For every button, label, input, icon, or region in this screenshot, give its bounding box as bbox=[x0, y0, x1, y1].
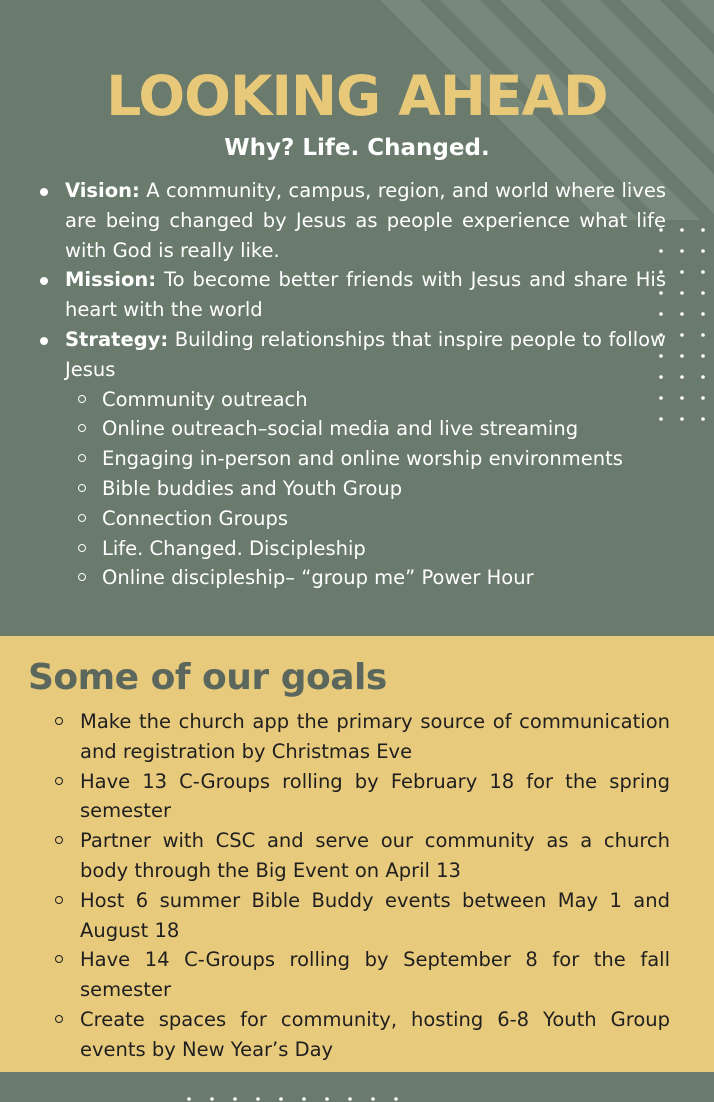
strategy-item: Online outreach–social media and live streaming bbox=[40, 414, 666, 444]
mission-text: To become better friends with Jesus and share His heart with the world bbox=[65, 268, 666, 322]
key-points-list bbox=[40, 176, 666, 593]
mission-label: Mission: bbox=[65, 268, 157, 292]
goals-section bbox=[0, 636, 714, 1072]
strategy-item: Bible buddies and Youth Group bbox=[40, 474, 666, 504]
goal-item: Have 14 C-Groups rolling by September 8 for the fall semester bbox=[80, 945, 670, 1005]
strategy-item: Community outreach bbox=[40, 385, 666, 415]
page-title: LOOKING AHEAD bbox=[106, 64, 608, 128]
strategy-item: Engaging in-person and online worship environments bbox=[40, 444, 666, 474]
strategy-item: Life. Changed. Discipleship bbox=[40, 534, 666, 564]
strategy-label: Strategy: bbox=[65, 327, 169, 351]
strategy-item: Connection Groups bbox=[40, 504, 666, 534]
page-subtitle: Why? Life. Changed. bbox=[224, 135, 490, 161]
dot-row-decoration bbox=[186, 1088, 416, 1102]
strategy-sublist bbox=[40, 385, 666, 594]
vision-label: Vision: bbox=[65, 179, 140, 202]
goal-item: Make the church app the primary source of communication and registration by Christmas Eve bbox=[80, 707, 670, 767]
goal-item: Create spaces for community, hosting 6-8 Youth Group events by New Year’s Day bbox=[80, 1005, 670, 1065]
strategy-text: Building relationships that inspire people to follow Jesus bbox=[65, 327, 666, 381]
goal-item: Have 13 C-Groups rolling by February 18 for the spring semester bbox=[80, 767, 670, 827]
footer-band bbox=[0, 1072, 714, 1102]
vision-text: A community, campus, region, and world where lives are being changed by Jesus as people experience what life with God is really like. bbox=[65, 179, 666, 262]
goals-list bbox=[80, 707, 670, 1065]
goal-item: Partner with CSC and serve our community as a church body through the Big Event on April 13 bbox=[80, 826, 670, 886]
strategy-item: Online discipleship– “group me” Power Hour bbox=[40, 563, 666, 593]
goal-item: Host 6 summer Bible Buddy events between May 1 and August 18 bbox=[80, 886, 670, 946]
goals-heading: Some of our goals bbox=[28, 657, 387, 698]
strategy-point bbox=[40, 325, 666, 385]
vision-point bbox=[40, 176, 666, 265]
mission-point bbox=[40, 265, 666, 325]
